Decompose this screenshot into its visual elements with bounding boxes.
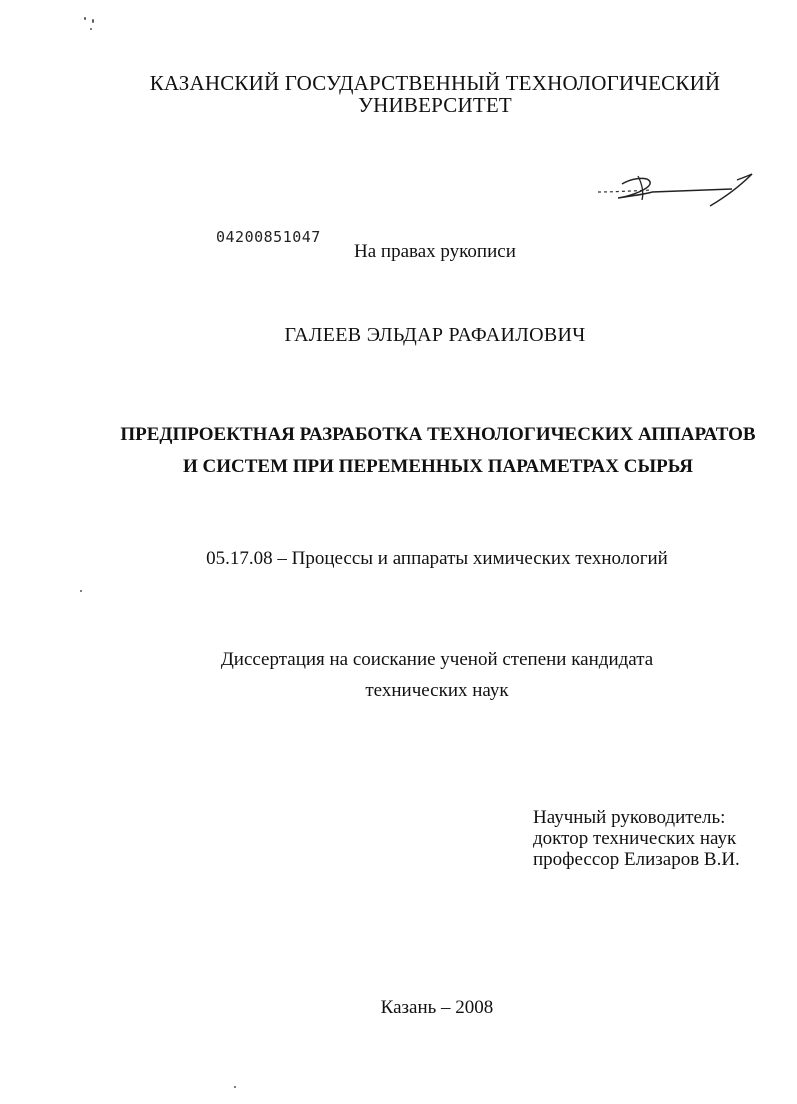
degree-statement xyxy=(0,644,797,706)
scan-speck xyxy=(92,19,94,23)
supervisor-degree: доктор технических наук xyxy=(533,828,737,849)
author-name: ГАЛЕЕВ ЭЛЬДАР РАФАИЛОВИЧ xyxy=(284,324,586,346)
degree-statement-line-2: технических наук xyxy=(365,680,509,701)
supervisor-block xyxy=(533,807,740,870)
specialty-code: 05.17.08 – Процессы и аппараты химических технологий xyxy=(206,548,668,569)
supervisor-name: профессор Елизаров В.И. xyxy=(533,849,740,870)
dissertation-title-line-1: ПРЕДПРОЕКТНАЯ РАЗРАБОТКА ТЕХНОЛОГИЧЕСКИХ АППАРАТОВ xyxy=(120,424,756,445)
supervisor-label: Научный руководитель: xyxy=(533,807,726,828)
city-year: Казань – 2008 xyxy=(380,997,494,1018)
university-name xyxy=(0,72,797,116)
dissertation-title-line-2: И СИСТЕМ ПРИ ПЕРЕМЕННЫХ ПАРАМЕТРАХ СЫРЬЯ xyxy=(182,456,693,477)
scan-speck xyxy=(234,1086,236,1088)
degree-statement-line-1: Диссертация на соискание ученой степени кандидата xyxy=(220,649,654,670)
handwritten-signature xyxy=(592,170,757,212)
manuscript-note: На правах рукописи xyxy=(354,241,516,262)
scan-speck xyxy=(90,28,92,30)
scan-speck xyxy=(80,590,82,592)
library-code: 04200851047 xyxy=(216,228,321,246)
university-name-line-2: УНИВЕРСИТЕТ xyxy=(358,93,512,117)
university-name-line-1: КАЗАНСКИЙ ГОСУДАРСТВЕННЫЙ ТЕХНОЛОГИЧЕСКИЙ xyxy=(149,71,721,95)
scan-speck xyxy=(84,17,86,20)
dissertation-title xyxy=(0,419,797,483)
